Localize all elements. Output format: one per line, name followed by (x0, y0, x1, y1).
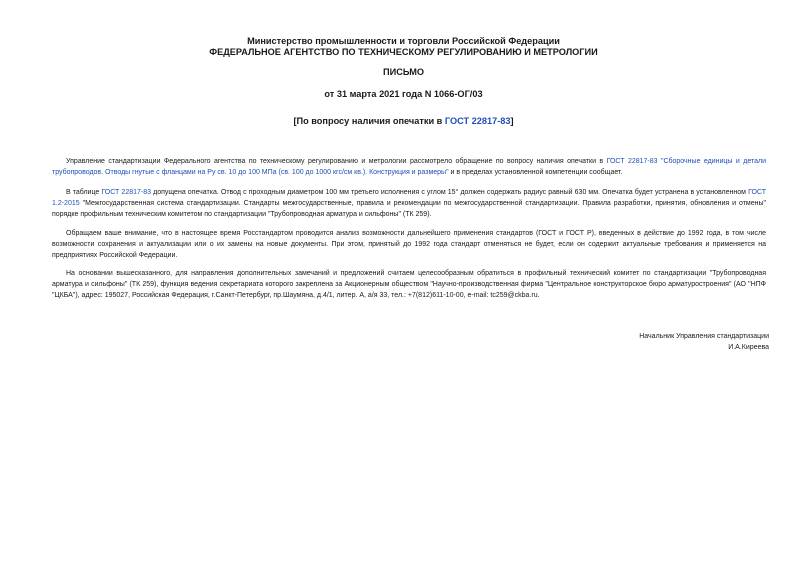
p2-gost-1-2-link[interactable]: ГОСТ 1.2-2015 (52, 189, 767, 207)
document-type: ПИСЬМО (382, 67, 425, 77)
p1-text-b: и в пределах установленной компетенции сообщает. (448, 169, 623, 176)
paragraph-4: На основании вышесказанного, для направления дополнительных замечаний и предложений считаем целесообразным обратиться в профильный технический комитет по стандартизации "Трубопроводная арматура и сильфоны" (ТК 259), функция ведения секретариата которого закреплена за Акционерным обществом "Научно-производственная фирма "Центральное конструкторское бюро арматуростроения" (АО "НПФ "ЦКБА"), адрес: 195027, Российская Федерация, г.Санкт-Петербург, пр.Шаумяна, д.4/1, литер. А, а/я 33, тел.: +7(812)611-10-00, e-mail: tc259@ckba.ru. (52, 270, 766, 299)
agency-heading: ФЕДЕРАЛЬНОЕ АГЕНТСТВО ПО ТЕХНИЧЕСКОМУ РЕГУЛИРОВАНИЮ И МЕТРОЛОГИИ (209, 47, 598, 57)
subject-prefix: [По вопросу наличия опечатки в (293, 116, 445, 126)
subject-line (0, 116, 807, 127)
signature-position: Начальник Управления стандартизации (639, 333, 769, 340)
date-number: от 31 марта 2021 года N 1066-ОГ/03 (324, 89, 483, 99)
ministry-heading: Министерство промышленности и торговли Российской Федерации (247, 36, 560, 46)
subject-gost-link[interactable]: ГОСТ 22817-83 (444, 116, 511, 126)
signature-name: И.А.Киреева (728, 344, 769, 351)
paragraph-3: Обращаем ваше внимание, что в настоящее время Росстандартом проводится анализ возможности дальнейшего применения стандартов (ГОСТ и ГОСТ Р), введенных в действие до 1992 года, в том числе возможности сохранения и актуализации или о их замены на новые документы. При этом, принятый до 1992 года стандарт отменяться не будет, если он содержит актуальные требования и применяется на предприятиях Российской Федерации. (52, 230, 766, 259)
p2-text-c: "Межгосударственная система стандартизации. Стандарты межгосударственные, правила и рекомендации по межгосударственной стандартизации. Правила разработки, принятия, обновления и отмены" порядке профильным техническим комитетом по стандартизации "Трубопроводная арматура и сильфоны" (ТК 259). (52, 200, 766, 218)
p2-text-a: В таблице (66, 189, 102, 196)
p2-gost-link[interactable]: ГОСТ 22817-83 (101, 189, 152, 196)
p2-text-b: допущена опечатка. Отвод с проходным диаметром 100 мм третьего исполнения с углом 15° должен содержать радиус равный 630 мм. Опечатка будет устранена в установленном (151, 189, 749, 196)
subject-suffix: ] (510, 116, 514, 126)
p1-gost-link[interactable]: ГОСТ 22817-83 "Сборочные единицы и детали трубопроводов. Отводы гнутые с фланцами на Ру св. 10 до 100 МПа (св. 100 до 1000 кгс/см кв.). Конструкция и размеры" (52, 158, 766, 176)
paragraph-1 (52, 156, 766, 178)
paragraph-2 (52, 187, 766, 220)
p1-text-a: Управление стандартизации Федерального агентства по техническому регулированию и метрологии рассмотрело обращение по вопросу наличия опечатки в (66, 158, 607, 165)
